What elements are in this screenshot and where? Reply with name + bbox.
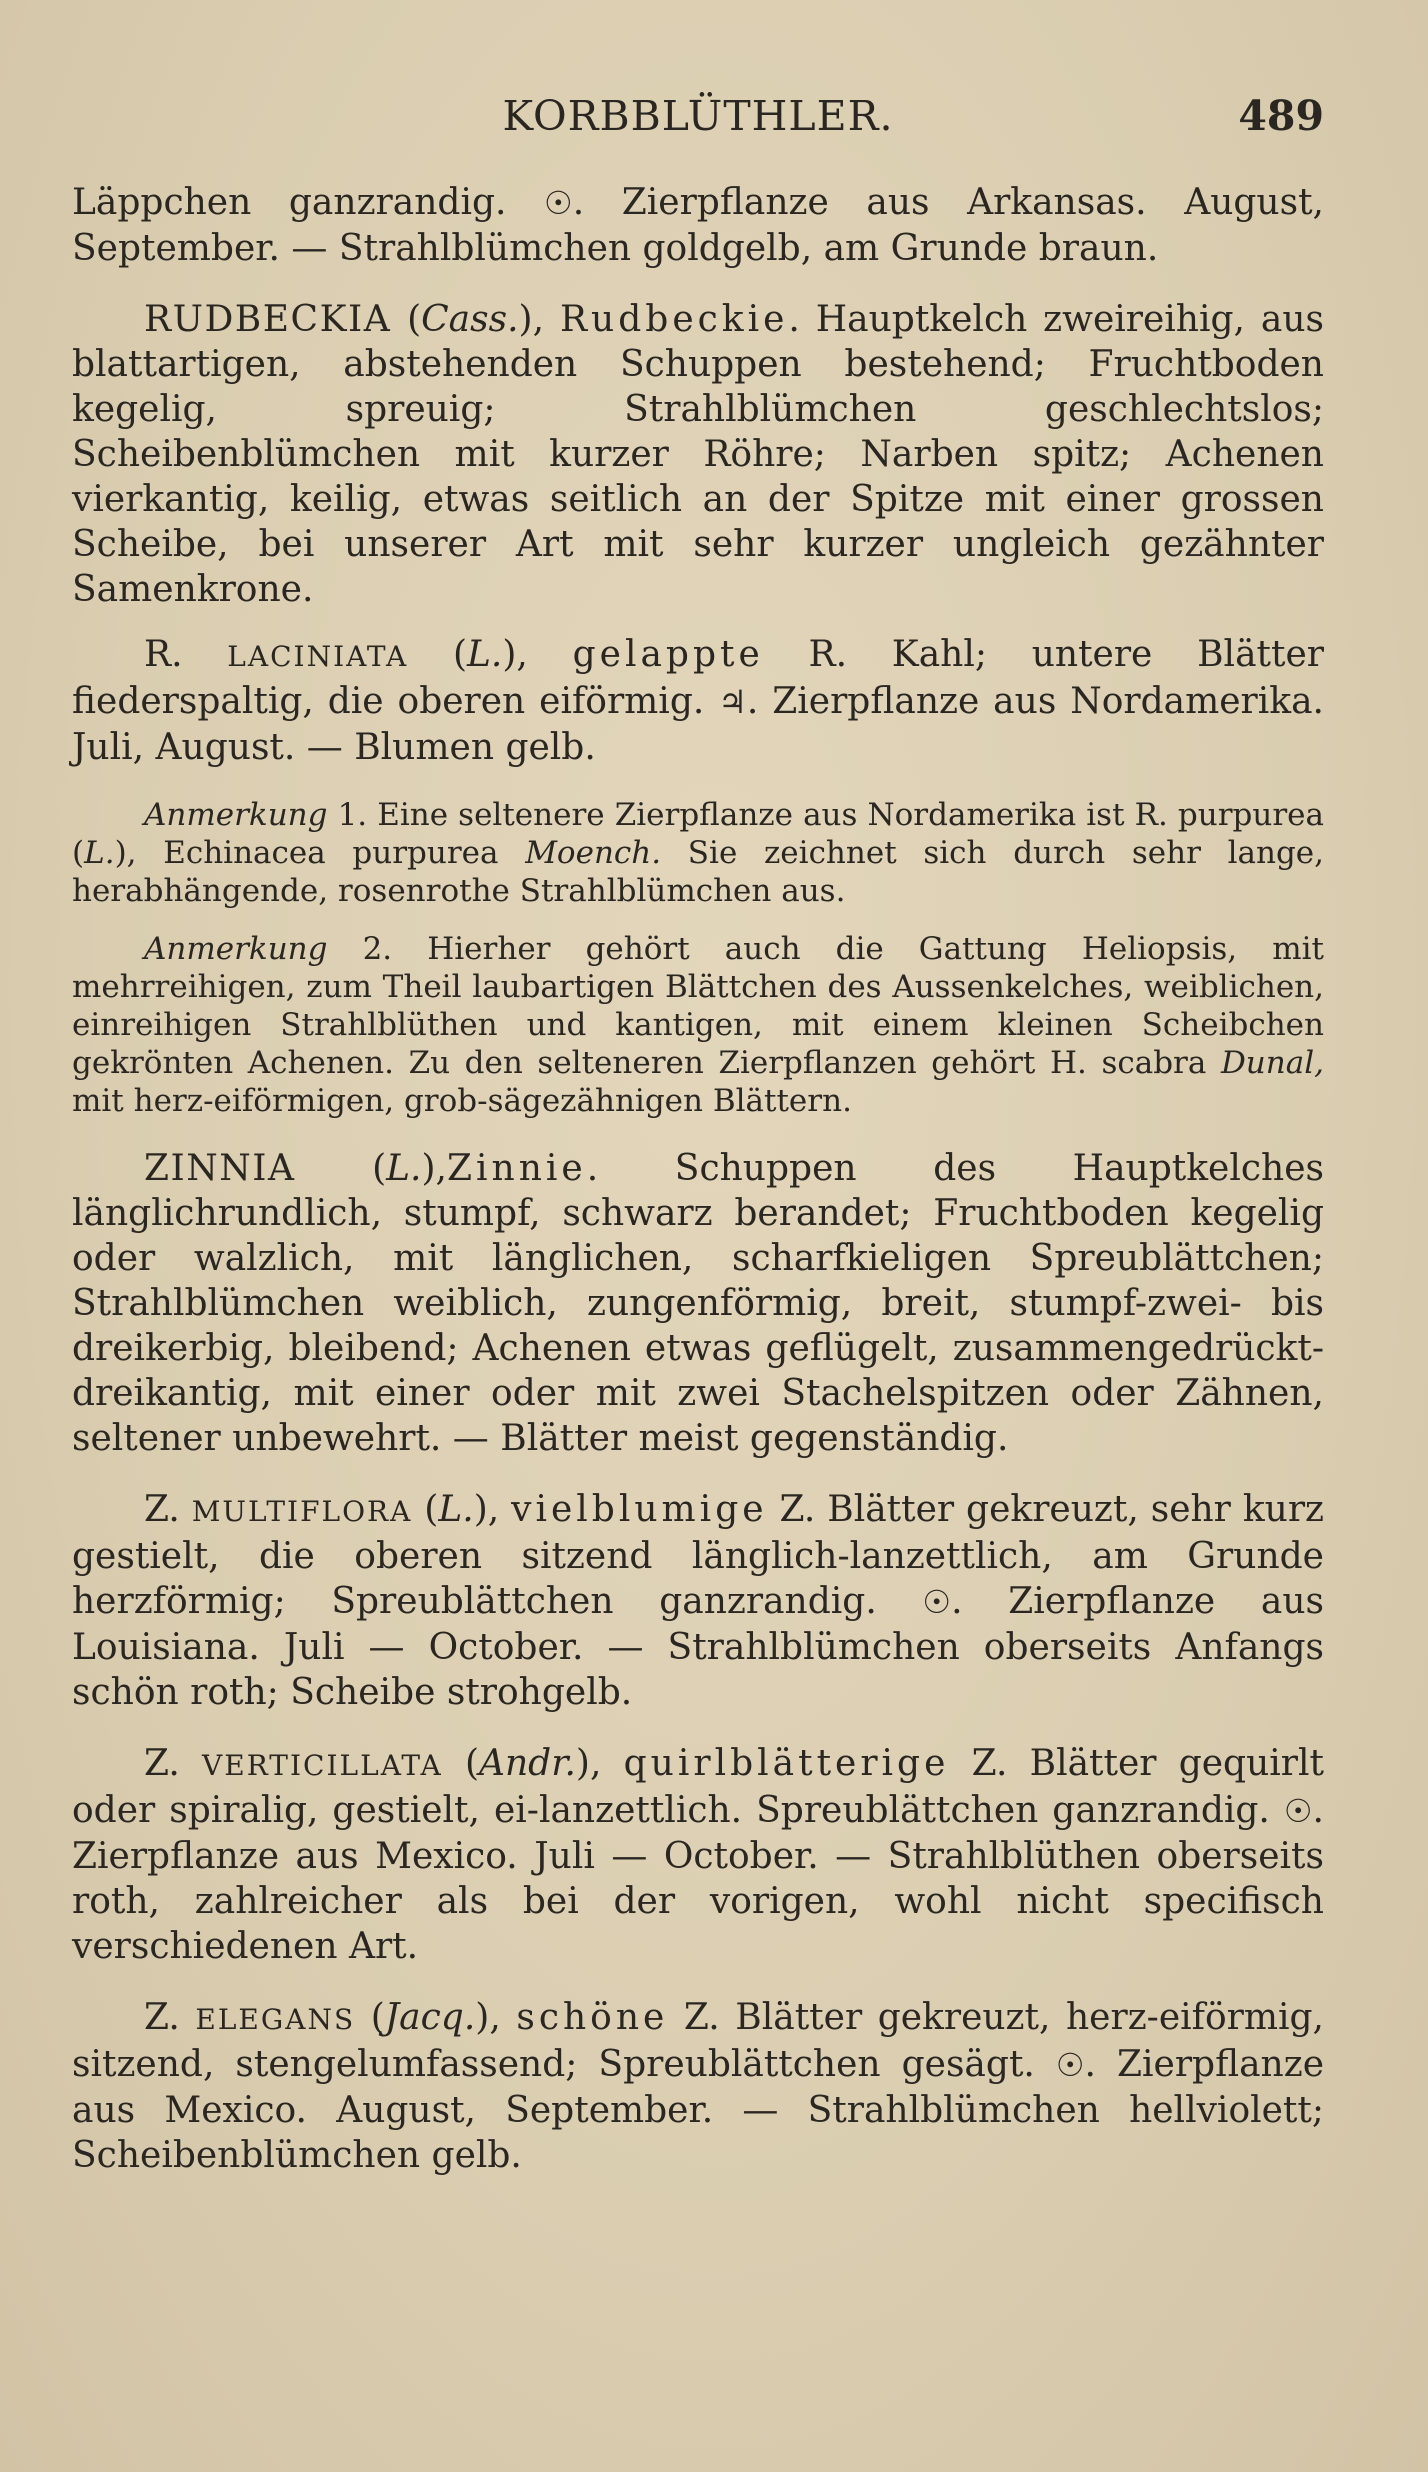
note-label: Anmerkung bbox=[144, 931, 328, 967]
species-description-1: Kahl; untere Blätter fiederspaltig, die oberen eiförmig. bbox=[72, 634, 1324, 722]
authority: L. bbox=[438, 1489, 474, 1530]
authority: Cass. bbox=[421, 299, 519, 340]
paren-open: ( bbox=[412, 1489, 439, 1530]
species-epithet: ELEGANS bbox=[195, 2003, 356, 2036]
species-epithet: LACINIATA bbox=[227, 640, 409, 673]
common-name: quirlblätterige bbox=[623, 1743, 950, 1784]
paren-close: ), bbox=[502, 634, 573, 675]
species-entry-r-laciniata bbox=[72, 632, 1324, 770]
running-title: KORBBLÜTHLER. bbox=[502, 92, 894, 140]
common-name: Rudbeckie bbox=[559, 299, 789, 340]
note-text-1: 2. Hierher gehört auch die Gattung Heliopsis, mit mehrreihigen, zum Theil laubartigen Blättchen des Aussenkelches, weiblichen, einreihigen Strahlblüthen und kantigen, mit einem kleinen Scheibchen gekrönten Achenen. Zu den selteneren Zierpflanzen gehört H. scabra bbox=[72, 931, 1324, 1081]
continuation-text-1: Läppchen ganzrandig. bbox=[72, 182, 507, 223]
species-description-1: Blätter gequirlt oder spiralig, gestielt, ei-lanzettlich. Spreublättchen ganzrandig. bbox=[72, 1743, 1324, 1831]
authority: Andr. bbox=[478, 1743, 576, 1784]
body-text bbox=[72, 180, 1324, 2178]
authority: L. bbox=[467, 634, 503, 675]
species-entry-z-elegans bbox=[72, 1995, 1324, 2178]
species-epithet: VERTICILLATA bbox=[202, 1749, 443, 1782]
paren-close: ), bbox=[421, 1148, 447, 1189]
note-2 bbox=[72, 930, 1324, 1120]
species-description-2: . Zierpflanze aus Louisiana. Juli — October. — Strahlblümchen oberseits Anfangs schön roth; Scheibe strohgelb. bbox=[72, 1581, 1324, 1713]
genus-description: . Hauptkelch zweireihig, aus blattartigen, abstehenden Schuppen bestehend; Fruchtboden kegelig, spreuig; Strahlblümchen geschlechtslos; Scheibenblümchen mit kurzer Röhre; Narben spitz; Achenen vierkantig, keilig, etwas seitlich an der Spitze mit einer grossen Scheibe, bei unserer Art mit sehr kurzer ungleich gezähnter Samenkrone. bbox=[72, 299, 1324, 610]
note-authority: Dunal, bbox=[1220, 1045, 1324, 1081]
genus-description: . Schuppen des Hauptkelches länglichrundlich, stumpf, schwarz berandet; Fruchtboden kegelig oder walzlich, mit länglichen, scharfkieligen Spreublättchen; Strahlblümchen weiblich, zungenförmig, breit, stumpf-zwei- bis dreikerbig, bleibend; Achenen etwas geflügelt, zusammengedrückt-dreikantig, mit einer oder mit zwei Stachelspitzen oder Zähnen, seltener unbewehrt. — Blätter meist gegenständig. bbox=[72, 1148, 1324, 1459]
running-header bbox=[72, 92, 1324, 152]
common-name: schöne bbox=[516, 1997, 669, 2038]
paren-open: ( bbox=[391, 299, 422, 340]
genus-name: RUDBECKIA bbox=[144, 299, 392, 340]
common-name: gelappte bbox=[572, 634, 764, 675]
common-genus-abbr: Z. bbox=[668, 1997, 720, 2038]
paren-close: ), bbox=[473, 1489, 512, 1530]
genus-abbr: R. bbox=[144, 634, 183, 675]
continuation-text-2: . Zierpflanze aus Arkansas. August, September. — Strahlblümchen goldgelb, am Grunde braun. bbox=[72, 182, 1324, 269]
annual-symbol-icon: ☉ bbox=[922, 1583, 952, 1621]
note-text-2: mit herz-eiförmigen, grob-sägezähnigen Blättern. bbox=[72, 1083, 852, 1119]
common-name: vielblumige bbox=[511, 1489, 768, 1530]
species-description-2: . Zierpflanze aus Nordamerika. Juli, August. — Blumen gelb. bbox=[72, 681, 1324, 768]
paren-open: ( bbox=[408, 634, 467, 675]
annual-symbol-icon: ☉ bbox=[544, 184, 573, 222]
genus-abbr: Z. bbox=[144, 1997, 180, 2038]
species-description-1: Blätter gekreuzt, sehr kurz gestielt, die oberen sitzend länglich-lanzettlich, am Grunde herzförmig; Spreublättchen ganzrandig. bbox=[72, 1489, 1324, 1622]
species-description-2: . Zierpflanze aus Mexico. August, September. — Strahlblümchen hellviolett; Scheibenblümchen gelb. bbox=[72, 2044, 1325, 2176]
genus-entry-rudbeckia bbox=[72, 297, 1324, 612]
annual-symbol-icon: ☉ bbox=[1055, 2046, 1085, 2084]
authority: Jacq. bbox=[384, 1997, 476, 2038]
authority: L. bbox=[386, 1148, 422, 1189]
note-1 bbox=[72, 796, 1324, 910]
genus-entry-zinnia bbox=[72, 1146, 1324, 1461]
genus-abbr: Z. bbox=[144, 1489, 180, 1530]
note-text-3: Sie zeichnet sich durch sehr lange, herabhängende, rosenrothe Strahlblümchen aus. bbox=[72, 835, 1324, 909]
common-genus-abbr: Z. bbox=[767, 1489, 816, 1530]
species-epithet: MULTIFLORA bbox=[191, 1495, 413, 1528]
paren-open: ( bbox=[295, 1148, 387, 1189]
species-description-1: Blätter gekreuzt, herz-eiförmig, sitzend, stengelumfassend; Spreublättchen gesägt. bbox=[72, 1997, 1324, 2085]
note-authority-1: L. bbox=[84, 835, 115, 871]
species-entry-z-verticillata bbox=[72, 1741, 1324, 1969]
paren-open: ( bbox=[355, 1997, 385, 2038]
annual-symbol-icon: ☉ bbox=[1283, 1792, 1313, 1830]
note-authority-2: Moench. bbox=[525, 835, 662, 871]
note-text-1: 1. Eine seltenere Zierpflanze aus Nordamerika ist R. purpurea ( bbox=[72, 797, 1324, 871]
common-genus-abbr: Z. bbox=[949, 1743, 1008, 1784]
genus-name: ZINNIA bbox=[144, 1148, 296, 1189]
note-label: Anmerkung bbox=[144, 797, 328, 833]
continuation-paragraph bbox=[72, 180, 1324, 271]
paren-open: ( bbox=[442, 1743, 479, 1784]
genus-abbr: Z. bbox=[144, 1743, 180, 1784]
common-genus-abbr: R. bbox=[763, 634, 848, 675]
paren-close: ), bbox=[518, 299, 560, 340]
note-text-2: ), Echinacea purpurea bbox=[114, 835, 526, 871]
species-description-2: . Zierpflanze aus Mexico. Juli — October. — Strahlblüthen oberseits roth, zahlreicher als bei der vorigen, wohl nicht specifisch verschiedenen Art. bbox=[72, 1790, 1324, 1967]
species-entry-z-multiflora bbox=[72, 1487, 1324, 1715]
perennial-symbol-icon: ♃ bbox=[718, 683, 747, 721]
paren-close: ), bbox=[475, 1997, 517, 2038]
common-name: Zinnie bbox=[447, 1148, 587, 1189]
page-number: 489 bbox=[1238, 92, 1324, 140]
paren-close: ), bbox=[575, 1743, 624, 1784]
